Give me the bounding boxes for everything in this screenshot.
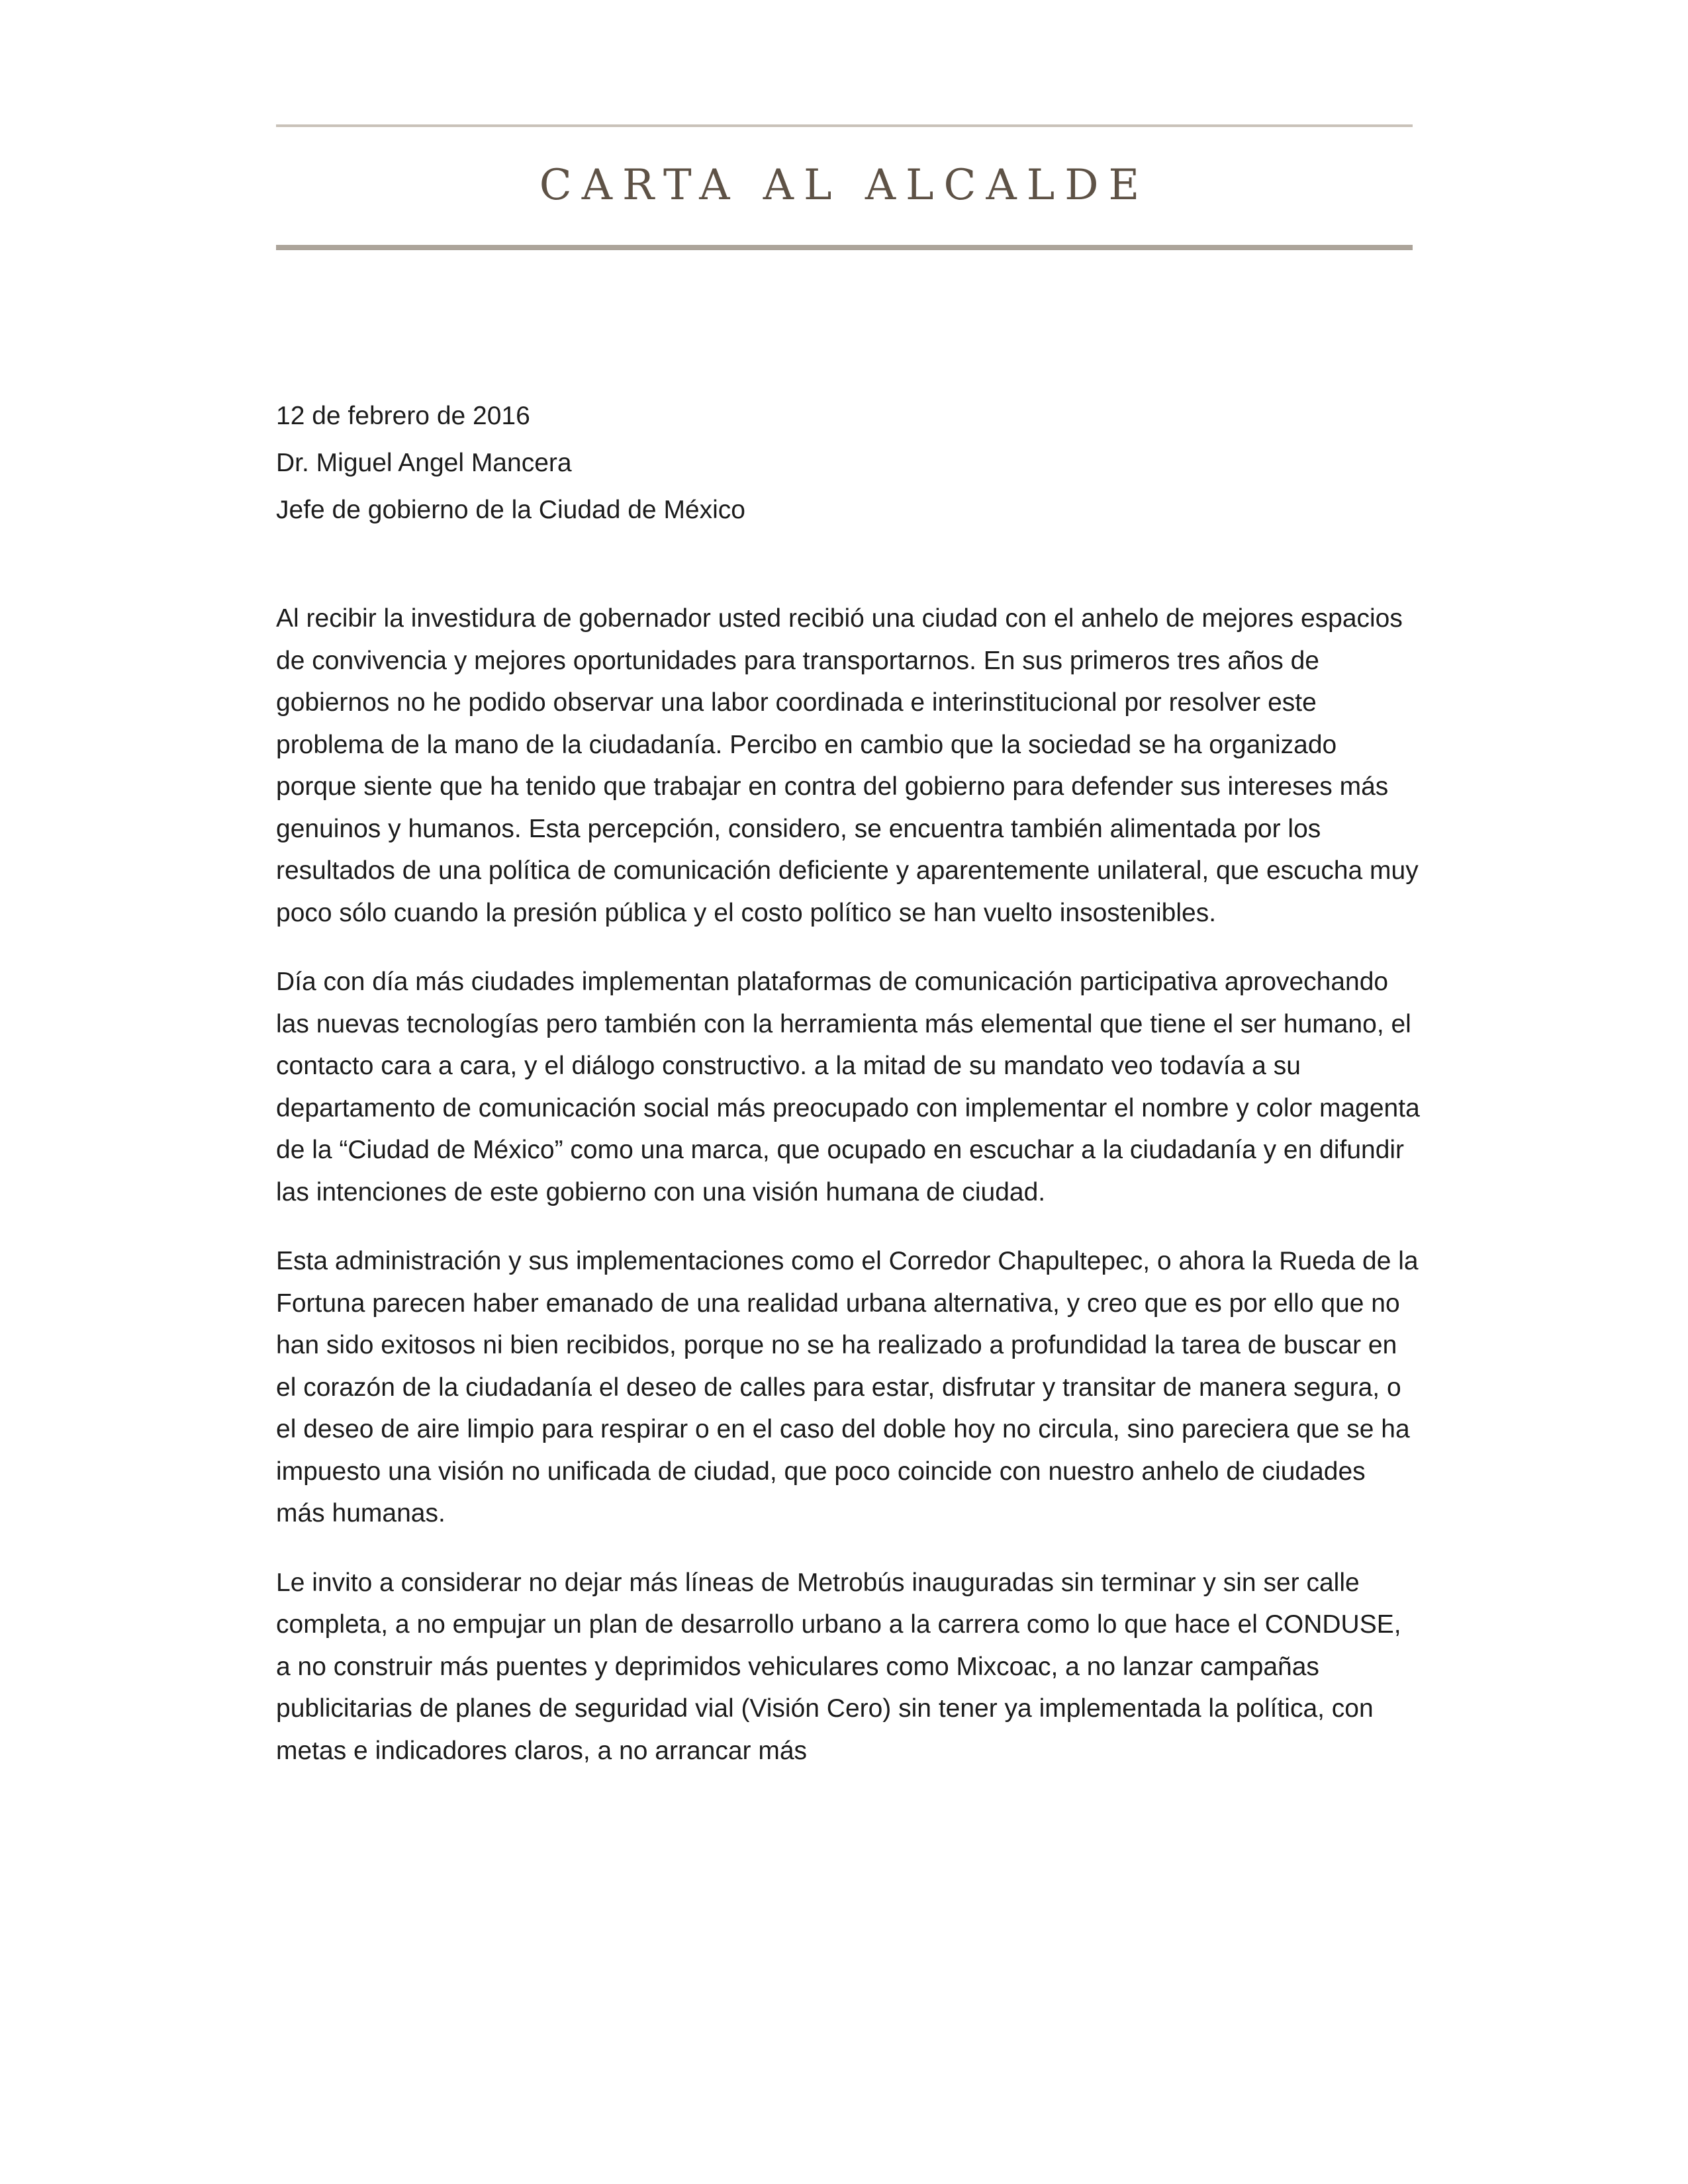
body-paragraph-4: Le invito a considerar no dejar más líneas de Metrobús inauguradas sin terminar y sin ser calle completa, a no empujar un plan de desarrollo urbano a la carrera como lo que hace el CONDUSE, a no construir más puentes y deprimidos vehiculares como Mixcoac, a no lanzar campañas publicitarias de planes de seguridad vial (Visión Cero) sin tener ya implementada la política, con metas e indicadores claros, a no arrancar más [276,1568,1401,1765]
recipient-title: Jefe de gobierno de la Ciudad de México [276,496,745,524]
letter-meta [276,392,1421,533]
body-paragraph-3: Esta administración y sus implementaciones como el Corredor Chapultepec, o ahora la Rueda de la Fortuna parecen haber emanado de una realidad urbana alternativa, y creo que es por ello que no han sido exitosos ni bien recibidos, porque no se ha realizado a profundidad la tarea de buscar en el corazón de la ciudadanía el deseo de calles para estar, disfrutar y transitar de manera segura, o el deseo de aire limpio para respirar o en el caso del doble hoy no circula, sino pareciera que se ha impuesto una visión no unificada de ciudad, que poco coincide con nuestro anhelo de ciudades más humanas. [276,1247,1419,1527]
letter-body [276,392,1421,1799]
page-title: CARTA AL ALCALDE [539,161,1150,210]
header-top-rule [276,124,1413,127]
recipient-name: Dr. Miguel Angel Mancera [276,449,572,477]
body-paragraph-1: Al recibir la investidura de gobernador usted recibió una ciudad con el anhelo de mejores espacios de convivencia y mejores oportunidades para transportarnos. En sus primeros tres años de gobiernos no he podido observar una labor coordinada e interinstitucional por resolver este problema de la mano de la ciudadanía. Percibo en cambio que la sociedad se ha organizado porque siente que ha tenido que trabajar en contra del gobierno para defender sus intereses más genuinos y humanos. Esta percepción, considero, se encuentra también alimentada por los resultados de una política de comunicación deficiente y aparentemente unilateral, que escucha muy poco sólo cuando la presión pública y el costo político se han vuelto insostenibles. [276,604,1419,927]
letter-header [276,124,1413,250]
letter-date: 12 de febrero de 2016 [276,402,530,430]
body-paragraph-2: Día con día más ciudades implementan plataformas de comunicación participativa aprovechando las nuevas tecnologías pero también con la herramienta más elemental que tiene el ser humano, el contacto cara a cara, y el diálogo constructivo. a la mitad de su mandato veo todavía a su departamento de comunicación social más preocupado con implementar el nombre y color magenta de la “Ciudad de México” como una marca, que ocupado en escuchar a la ciudadanía y en difundir las intenciones de este gobierno con una visión humana de ciudad. [276,968,1420,1206]
header-bottom-rule [276,245,1413,250]
